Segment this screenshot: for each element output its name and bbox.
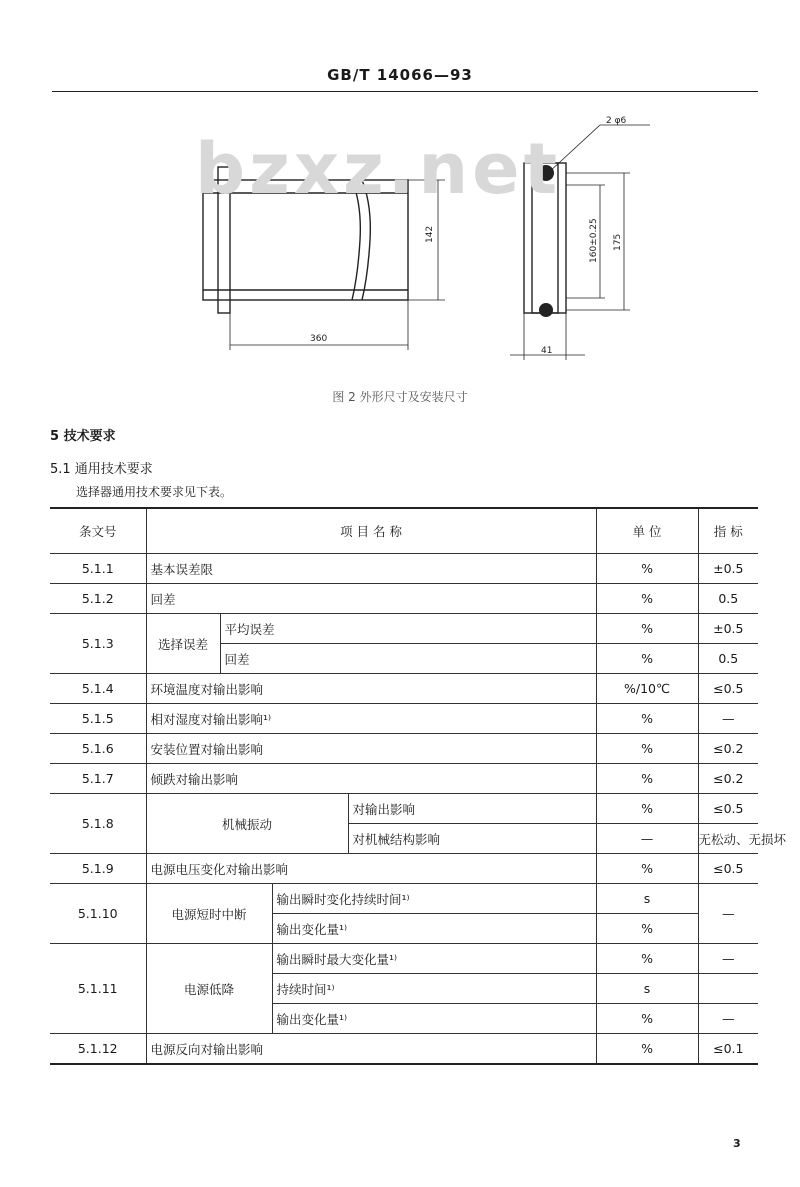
sub-item-cell: 平均误差 <box>220 614 596 644</box>
clause-cell: 5.1.6 <box>50 734 146 764</box>
index-cell: ±0.5 <box>698 614 758 644</box>
clause-cell: 5.1.5 <box>50 704 146 734</box>
unit-cell: % <box>596 584 698 614</box>
index-cell: — <box>698 944 758 974</box>
clause-cell: 5.1.1 <box>50 554 146 584</box>
table-header <box>50 508 758 554</box>
unit-cell: % <box>596 734 698 764</box>
table-row <box>50 674 758 704</box>
unit-cell: % <box>596 704 698 734</box>
table-row <box>50 944 758 974</box>
table-row <box>50 614 758 644</box>
unit-cell: % <box>596 1034 698 1065</box>
group-cell: 电源低降 <box>146 944 272 1034</box>
table-row <box>50 884 758 914</box>
unit-cell: % <box>596 554 698 584</box>
dim-length: 360 <box>310 334 328 344</box>
table-row <box>50 554 758 584</box>
header-item: 项 目 名 称 <box>146 508 596 554</box>
item-cell: 电源反向对输出影响 <box>146 1034 596 1065</box>
clause-cell: 5.1.3 <box>50 614 146 674</box>
clause-cell: 5.1.10 <box>50 884 146 944</box>
group-cell: 机械振动 <box>146 794 348 854</box>
clause-cell: 5.1.8 <box>50 794 146 854</box>
sub-item-cell: 持续时间¹⁾ <box>272 974 596 1004</box>
table-row <box>50 734 758 764</box>
index-cell: 0.5 <box>698 584 758 614</box>
sub-item-cell: 对输出影响 <box>348 794 596 824</box>
sub-item-cell: 回差 <box>220 644 596 674</box>
table-row <box>50 1034 758 1065</box>
clause-cell: 5.1.9 <box>50 854 146 884</box>
index-cell: — <box>698 884 758 944</box>
item-cell: 基本误差限 <box>146 554 596 584</box>
index-cell: ±0.5 <box>698 554 758 584</box>
index-cell: ≤0.5 <box>698 794 758 824</box>
section-5-1-title: 5.1 通用技术要求 <box>50 462 153 477</box>
item-cell: 倾跌对输出影响 <box>146 764 596 794</box>
unit-cell: s <box>596 884 698 914</box>
group-cell: 选择误差 <box>146 614 220 674</box>
header-rule <box>52 91 758 92</box>
index-cell: ≤0.2 <box>698 764 758 794</box>
index-cell: ≤0.2 <box>698 734 758 764</box>
table-row <box>50 854 758 884</box>
dim-holes: 2 φ6 <box>606 116 627 126</box>
dim-overall-height: 175 <box>613 233 623 251</box>
item-cell: 回差 <box>146 584 596 614</box>
unit-cell: % <box>596 1004 698 1034</box>
unit-cell: — <box>596 824 698 854</box>
sub-item-cell: 输出瞬时变化持续时间¹⁾ <box>272 884 596 914</box>
requirements-table <box>50 507 787 1065</box>
unit-cell: % <box>596 614 698 644</box>
index-cell: ≤0.5 <box>698 674 758 704</box>
section-5-1-desc: 选择器通用技术要求见下表。 <box>76 485 233 499</box>
dim-height: 142 <box>425 225 435 243</box>
clause-cell: 5.1.12 <box>50 1034 146 1065</box>
index-cell: — <box>698 1004 758 1034</box>
page-number: 3 <box>733 1137 741 1150</box>
sub-item-cell: 对机械结构影响 <box>348 824 596 854</box>
standard-code: GB/T 14066—93 <box>327 66 473 84</box>
index-cell: — <box>698 704 758 734</box>
unit-cell: % <box>596 914 698 944</box>
table-row <box>50 704 758 734</box>
item-cell: 环境温度对输出影响 <box>146 674 596 704</box>
mount-hole-bottom <box>539 303 553 317</box>
table-row <box>50 764 758 794</box>
sub-item-cell: 输出变化量¹⁾ <box>272 1004 596 1034</box>
clause-cell: 5.1.2 <box>50 584 146 614</box>
figure-caption: 图 2 外形尺寸及安装尺寸 <box>332 390 468 404</box>
table-row <box>50 794 758 824</box>
unit-cell: % <box>596 854 698 884</box>
dim-depth: 41 <box>541 346 553 356</box>
header-clause: 条文号 <box>50 508 146 554</box>
clause-cell: 5.1.4 <box>50 674 146 704</box>
unit-cell: % <box>596 644 698 674</box>
index-cell: 无松动、无损坏 <box>698 824 758 854</box>
dim-hole-spacing: 160±0.25 <box>589 218 599 263</box>
group-cell: 电源短时中断 <box>146 884 272 944</box>
header-unit: 单 位 <box>596 508 698 554</box>
index-cell: ≤0.1 <box>698 1034 758 1065</box>
clause-cell: 5.1.7 <box>50 764 146 794</box>
table-row <box>50 584 758 614</box>
unit-cell: % <box>596 944 698 974</box>
sub-item-cell: 输出变化量¹⁾ <box>272 914 596 944</box>
sub-item-cell: 输出瞬时最大变化量¹⁾ <box>272 944 596 974</box>
item-cell: 相对湿度对输出影响¹⁾ <box>146 704 596 734</box>
section-5-title: 5 技术要求 <box>50 429 116 444</box>
clause-cell: 5.1.11 <box>50 944 146 1034</box>
watermark: bzxz.net <box>195 128 562 210</box>
index-cell: ≤0.5 <box>698 854 758 884</box>
unit-cell: %/10℃ <box>596 674 698 704</box>
index-cell <box>698 974 758 1004</box>
header-index: 指 标 <box>698 508 758 554</box>
unit-cell: % <box>596 794 698 824</box>
unit-cell: s <box>596 974 698 1004</box>
item-cell: 安装位置对输出影响 <box>146 734 596 764</box>
index-cell: 0.5 <box>698 644 758 674</box>
unit-cell: % <box>596 764 698 794</box>
item-cell: 电源电压变化对输出影响 <box>146 854 596 884</box>
